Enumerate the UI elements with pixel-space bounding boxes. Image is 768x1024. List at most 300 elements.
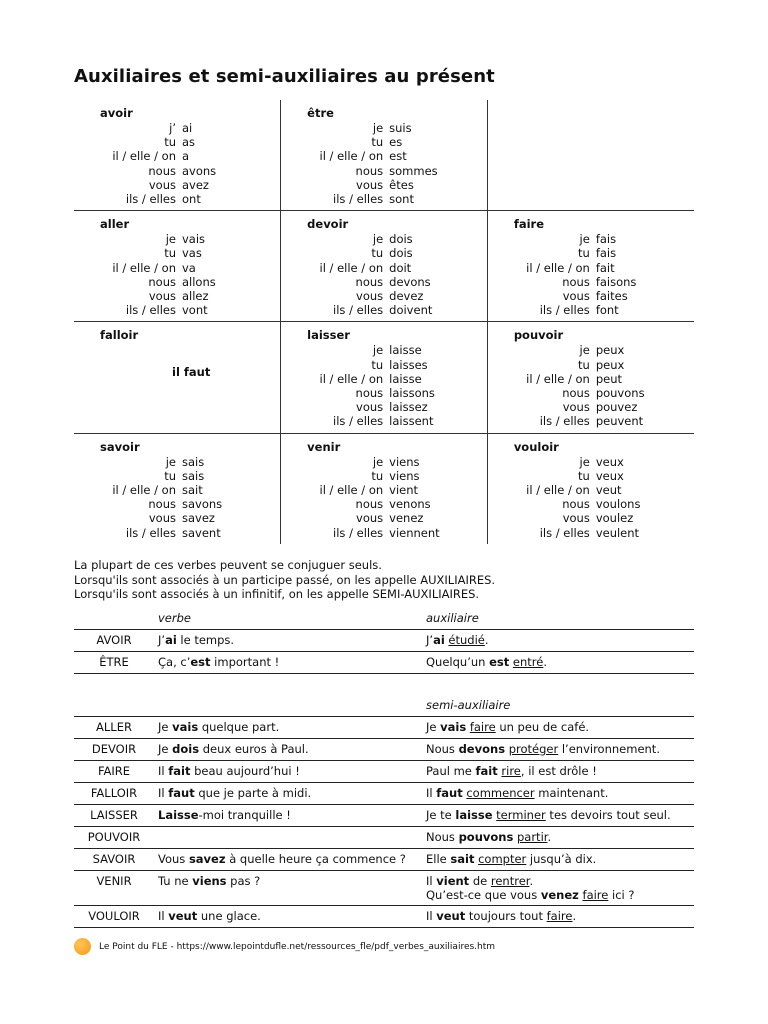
text: Ça, c’ <box>158 655 191 669</box>
pronoun: il / elle / on <box>319 260 384 275</box>
pronoun: nous <box>148 163 176 178</box>
verb-form: savons <box>182 497 223 512</box>
verb-highlight: venez <box>540 888 579 902</box>
text: Il <box>426 786 437 800</box>
intro-line: Lorsqu'ils sont associés à un participe passé, on les appelle AUXILIAIRES. <box>74 572 496 587</box>
text: . <box>484 633 489 647</box>
verb-cell <box>487 100 694 211</box>
verb-form: sait <box>182 483 203 498</box>
pronoun: il / elle / on <box>319 371 384 386</box>
text: Il <box>158 909 169 923</box>
verb-highlight: est <box>190 655 211 669</box>
verb-form: sommes <box>389 163 438 178</box>
text: Je te <box>426 808 456 822</box>
pronoun: vous <box>356 289 384 304</box>
pronoun: vous <box>356 511 384 526</box>
verb-cell <box>74 433 281 544</box>
verb-form: faisons <box>595 274 637 289</box>
verb-form: veulent <box>595 525 640 540</box>
example-aux <box>422 871 694 906</box>
text: . <box>529 874 534 888</box>
pronoun: nous <box>355 163 384 178</box>
pronoun: tu <box>164 135 176 150</box>
example-label: VENIR <box>74 871 154 906</box>
verb-form: doivent <box>389 303 433 318</box>
pronoun: tu <box>578 357 590 372</box>
example-label: DEVOIR <box>74 739 154 761</box>
text: Il <box>426 874 437 888</box>
verb-cell <box>74 322 281 433</box>
example-label: ÊTRE <box>74 652 154 674</box>
verb-infinitive: vouloir <box>513 439 559 454</box>
verb-cell <box>487 322 694 433</box>
text: Nous <box>426 742 459 756</box>
verb-form: as <box>182 135 196 150</box>
verb-form: fais <box>595 246 617 261</box>
header-empty <box>74 608 154 630</box>
text: le temps. <box>176 633 235 647</box>
verb-highlight: veut <box>168 909 198 923</box>
verb-cell <box>487 211 694 322</box>
example-row <box>74 717 694 739</box>
pronoun: il / elle / on <box>112 260 176 275</box>
verb-highlight: veut <box>436 909 466 923</box>
example-label: ALLER <box>74 717 154 739</box>
verb-form: peuvent <box>595 414 644 429</box>
infinitive-underlined: partir <box>516 830 548 844</box>
text: pas ? <box>226 874 261 888</box>
logo-dot-icon <box>74 938 91 955</box>
verb-highlight: vient <box>436 874 470 888</box>
pronoun: vous <box>562 511 590 526</box>
footer <box>74 938 495 955</box>
example-verbe <box>154 906 422 928</box>
verb-form: vas <box>182 246 202 261</box>
pronoun: tu <box>578 246 590 261</box>
verb-form: suis <box>389 121 412 135</box>
pronoun: tu <box>164 246 176 261</box>
example-aux <box>422 739 694 761</box>
conjugation-list <box>307 455 487 540</box>
verb-infinitive: aller <box>100 217 130 232</box>
pronoun: nous <box>148 274 176 289</box>
text: toujours tout <box>465 909 547 923</box>
conjugation-list <box>307 121 487 206</box>
example-label: LAISSER <box>74 805 154 827</box>
verb-form: sais <box>182 468 205 483</box>
pronoun: je <box>579 232 590 247</box>
verb-form: peux <box>595 343 625 358</box>
pronoun: il / elle / on <box>319 483 384 498</box>
verb-form: pouvez <box>595 400 638 415</box>
verb-form: peux <box>595 357 625 372</box>
conjugation-list <box>100 232 280 317</box>
conjugation-list <box>307 343 487 428</box>
verb-infinitive: devoir <box>307 217 349 232</box>
verb-cell <box>281 322 488 433</box>
text: Qu’est-ce que vous <box>426 888 541 902</box>
text: quelque part. <box>198 720 280 734</box>
pronoun: tu <box>371 468 384 483</box>
header-verbe <box>154 695 422 717</box>
example-label: FALLOIR <box>74 783 154 805</box>
text: maintenant. <box>534 786 609 800</box>
verb-cell <box>281 100 488 211</box>
pronoun: nous <box>355 386 384 401</box>
text: tes devoirs tout seul. <box>545 808 671 822</box>
example-label: AVOIR <box>74 630 154 652</box>
header-aux: semi-auxiliaire <box>422 695 694 717</box>
pronoun: vous <box>356 400 384 415</box>
example-verbe <box>154 630 422 652</box>
single-form: il faut <box>172 365 211 380</box>
pronoun: ils / elles <box>333 414 384 429</box>
pronoun: nous <box>355 497 384 512</box>
verb-cell <box>74 100 281 211</box>
example-verbe <box>154 783 422 805</box>
page-title: Auxiliaires et semi-auxiliaires au présent <box>74 66 495 87</box>
infinitive-underlined: terminer <box>496 808 546 822</box>
verb-form: viens <box>389 468 420 483</box>
example-verbe <box>154 871 422 906</box>
pronoun: nous <box>355 274 384 289</box>
example-aux <box>422 652 694 674</box>
pronoun: il / elle / on <box>112 483 176 498</box>
example-row <box>74 761 694 783</box>
pronoun: il / elle / on <box>319 149 384 164</box>
example-verbe <box>154 805 422 827</box>
text: . <box>572 909 577 923</box>
text: une glace. <box>197 909 261 923</box>
conjugation-list <box>514 232 694 317</box>
text: Je <box>158 742 173 756</box>
pronoun: je <box>579 343 590 358</box>
verb-form: vont <box>182 303 208 318</box>
pronoun: je <box>372 232 384 247</box>
pronoun: ils / elles <box>333 303 384 318</box>
pronoun: ils / elles <box>125 303 176 318</box>
pronoun: vous <box>148 511 176 526</box>
infinitive-underlined: faire <box>546 909 573 923</box>
text: Paul me <box>426 764 476 778</box>
spacer-row <box>74 674 694 696</box>
verb-infinitive: avoir <box>100 106 133 120</box>
text: Il <box>158 764 169 778</box>
verb-infinitive: falloir <box>100 328 139 343</box>
verb-infinitive: savoir <box>100 439 140 454</box>
infinitive-underlined: entré <box>512 655 544 669</box>
header-empty <box>74 695 154 717</box>
pronoun: ils / elles <box>539 414 590 429</box>
infinitive-underlined: rire <box>501 764 521 778</box>
example-aux <box>422 805 694 827</box>
pronoun: je <box>372 343 384 358</box>
example-row <box>74 805 694 827</box>
verb-cell <box>74 211 281 322</box>
infinitive-underlined: rentrer <box>490 874 530 888</box>
pronoun: je <box>165 454 176 469</box>
text: Vous <box>158 852 189 866</box>
verb-form: savez <box>182 511 215 526</box>
verb-form: sont <box>389 192 414 207</box>
pronoun: tu <box>164 468 176 483</box>
pronoun: ils / elles <box>125 525 176 540</box>
example-aux <box>422 827 694 849</box>
verb-cell <box>281 211 488 322</box>
text: Elle <box>426 852 451 866</box>
verb-highlight: sait <box>450 852 475 866</box>
text: un peu de café. <box>495 720 590 734</box>
conjugation-list <box>514 455 694 540</box>
text: Il <box>158 786 169 800</box>
example-aux <box>422 906 694 928</box>
text: . <box>543 655 547 669</box>
pronoun: tu <box>578 468 590 483</box>
verb-highlight: dois <box>172 742 200 756</box>
grid-row <box>74 211 694 322</box>
example-verbe <box>154 652 422 674</box>
verb-form: veux <box>595 468 624 483</box>
pronoun: je <box>579 454 590 469</box>
verb-form: devons <box>389 274 431 289</box>
verb-form: ont <box>182 192 201 207</box>
verb-infinitive: faire <box>513 217 544 232</box>
verb-form: veut <box>595 483 622 498</box>
example-row <box>74 827 694 849</box>
verb-highlight: fait <box>475 764 498 778</box>
verb-highlight: ai <box>165 633 177 647</box>
verb-form: laissez <box>389 400 428 415</box>
example-verbe <box>154 717 422 739</box>
pronoun: ils / elles <box>333 525 384 540</box>
example-aux <box>422 783 694 805</box>
text: Je <box>426 720 441 734</box>
infinitive-underlined: faire <box>582 888 609 902</box>
example-verbe <box>154 761 422 783</box>
conjugation-list <box>100 121 280 206</box>
pronoun: je <box>372 454 384 469</box>
text: que je parte à midi. <box>194 786 312 800</box>
example-verbe <box>154 739 422 761</box>
verb-form: laisse <box>389 343 422 358</box>
pronoun: j’ <box>169 121 176 135</box>
verb-form: veux <box>595 454 624 469</box>
conjugation-list <box>514 343 694 428</box>
verb-form: laisse <box>389 371 422 386</box>
verb-form: voulez <box>595 511 634 526</box>
verb-highlight: vais <box>440 720 467 734</box>
pronoun: ils / elles <box>539 303 590 318</box>
text: Tu ne <box>158 874 193 888</box>
text: l’environnement. <box>558 742 660 756</box>
infinitive-underlined: compter <box>478 852 527 866</box>
verb-form: fait <box>595 260 615 275</box>
example-row <box>74 783 694 805</box>
text: Il <box>426 909 437 923</box>
pronoun: il / elle / on <box>526 260 590 275</box>
verb-form: allons <box>182 274 216 289</box>
verb-highlight: faut <box>168 786 195 800</box>
verb-form: venons <box>389 497 431 512</box>
verb-highlight: devons <box>458 742 506 756</box>
pronoun: tu <box>371 135 384 150</box>
verb-form: peut <box>595 371 622 386</box>
verb-form: laisses <box>389 357 428 372</box>
verb-infinitive: pouvoir <box>513 328 564 343</box>
text: Nous <box>426 830 459 844</box>
verb-form: pouvons <box>595 386 645 401</box>
example-aux <box>422 717 694 739</box>
pronoun: vous <box>562 289 590 304</box>
verb-form: avez <box>182 177 209 192</box>
pronoun: il / elle / on <box>526 371 590 386</box>
pronoun: vous <box>562 400 590 415</box>
intro-line: Lorsqu'ils sont associés à un infinitif, on les appelle SEMI-AUXILIAIRES. <box>74 587 480 601</box>
verb-highlight: viens <box>192 874 227 888</box>
verb-form: ai <box>182 121 193 135</box>
verb-highlight: laisse <box>455 808 493 822</box>
pronoun: ils / elles <box>125 192 176 207</box>
verb-infinitive: être <box>307 106 334 120</box>
infinitive-underlined: protéger <box>508 742 559 756</box>
examples-header <box>74 695 694 717</box>
verb-highlight: ai <box>433 633 445 647</box>
text: Quelqu’un <box>426 655 490 669</box>
verb-highlight: savez <box>188 852 226 866</box>
example-row <box>74 652 694 674</box>
conjugation-list <box>307 232 487 317</box>
example-verbe <box>154 827 422 849</box>
verb-highlight: fait <box>168 764 191 778</box>
verb-form: a <box>182 149 190 164</box>
example-row <box>74 849 694 871</box>
verb-form: doit <box>389 260 412 275</box>
conjugation-grid <box>74 100 694 544</box>
verb-form: es <box>389 135 403 150</box>
pronoun: vous <box>148 177 176 192</box>
pronoun: il / elle / on <box>112 149 176 164</box>
grid-row <box>74 433 694 544</box>
verb-form: va <box>182 260 196 275</box>
example-aux <box>422 849 694 871</box>
verb-form: vient <box>389 483 419 498</box>
verb-infinitive: venir <box>307 439 341 454</box>
verb-form: laissons <box>389 386 435 401</box>
text: beau aujourd’hui ! <box>190 764 300 778</box>
intro-line: La plupart de ces verbes peuvent se conjuguer seuls. <box>74 558 382 572</box>
text: , il est drôle ! <box>520 764 597 778</box>
verb-cell <box>281 433 488 544</box>
text: -moi tranquille ! <box>198 808 291 822</box>
text: de <box>469 874 491 888</box>
grid-row <box>74 100 694 211</box>
infinitive-underlined: étudié <box>448 633 485 647</box>
verb-form: dois <box>389 246 413 261</box>
example-label: POUVOIR <box>74 827 154 849</box>
pronoun: nous <box>562 386 590 401</box>
text: . <box>547 830 552 844</box>
verb-form: laissent <box>389 414 434 429</box>
example-row <box>74 906 694 928</box>
infinitive-underlined: faire <box>469 720 496 734</box>
verb-form: dois <box>389 232 413 247</box>
pronoun: je <box>165 232 176 247</box>
header-verbe: verbe <box>154 608 422 630</box>
verb-highlight: vais <box>172 720 199 734</box>
verb-form: avons <box>182 163 217 178</box>
example-row <box>74 739 694 761</box>
verb-form: êtes <box>389 177 414 192</box>
text: deux euros à Paul. <box>199 742 309 756</box>
pronoun: ils / elles <box>539 525 590 540</box>
pronoun: nous <box>562 274 590 289</box>
pronoun: je <box>372 121 384 135</box>
verb-form: devez <box>389 289 424 304</box>
header-aux: auxiliaire <box>422 608 694 630</box>
infinitive-underlined: commencer <box>466 786 535 800</box>
examples-header <box>74 608 694 630</box>
pronoun: nous <box>562 497 590 512</box>
verb-form: faites <box>595 289 628 304</box>
conjugation-list <box>100 455 280 540</box>
grid-row <box>74 322 694 433</box>
text: ici ? <box>608 888 635 902</box>
pronoun: il / elle / on <box>526 483 590 498</box>
text: J’ <box>158 633 166 647</box>
verb-highlight: Laisse <box>158 808 199 822</box>
verb-form: viennent <box>389 525 440 540</box>
verb-form: venez <box>389 511 424 526</box>
verb-form: font <box>595 303 619 318</box>
pronoun: nous <box>148 497 176 512</box>
text: jusqu’à dix. <box>526 852 597 866</box>
example-row <box>74 871 694 906</box>
pronoun: vous <box>148 289 176 304</box>
verb-infinitive: laisser <box>307 328 350 343</box>
text: important ! <box>210 655 280 669</box>
pronoun: tu <box>371 246 384 261</box>
verb-cell <box>487 433 694 544</box>
example-label: FAIRE <box>74 761 154 783</box>
verb-form: sais <box>182 454 205 469</box>
verb-form: allez <box>182 289 209 304</box>
text: à quelle heure ça commence ? <box>225 852 406 866</box>
example-verbe <box>154 849 422 871</box>
example-label: SAVOIR <box>74 849 154 871</box>
verb-highlight: est <box>489 655 510 669</box>
verb-form: vais <box>182 232 206 247</box>
example-aux <box>422 761 694 783</box>
pronoun: vous <box>356 177 384 192</box>
examples-table <box>74 608 694 928</box>
text: J’ <box>426 633 434 647</box>
verb-highlight: faut <box>436 786 463 800</box>
pronoun: ils / elles <box>333 192 384 207</box>
text: Je <box>158 720 173 734</box>
intro-text <box>74 558 495 602</box>
verb-form: viens <box>389 454 420 469</box>
verb-form: fais <box>595 232 617 247</box>
verb-form: est <box>389 149 407 164</box>
verb-highlight: pouvons <box>458 830 514 844</box>
verb-form: voulons <box>595 497 641 512</box>
pronoun: tu <box>371 357 384 372</box>
verb-form: savent <box>182 525 221 540</box>
example-row <box>74 630 694 652</box>
example-label: VOULOIR <box>74 906 154 928</box>
footer-text: Le Point du FLE - https://www.lepointdufle.net/ressources_fle/pdf_verbes_auxiliaires.htm <box>99 941 496 952</box>
example-aux <box>422 630 694 652</box>
